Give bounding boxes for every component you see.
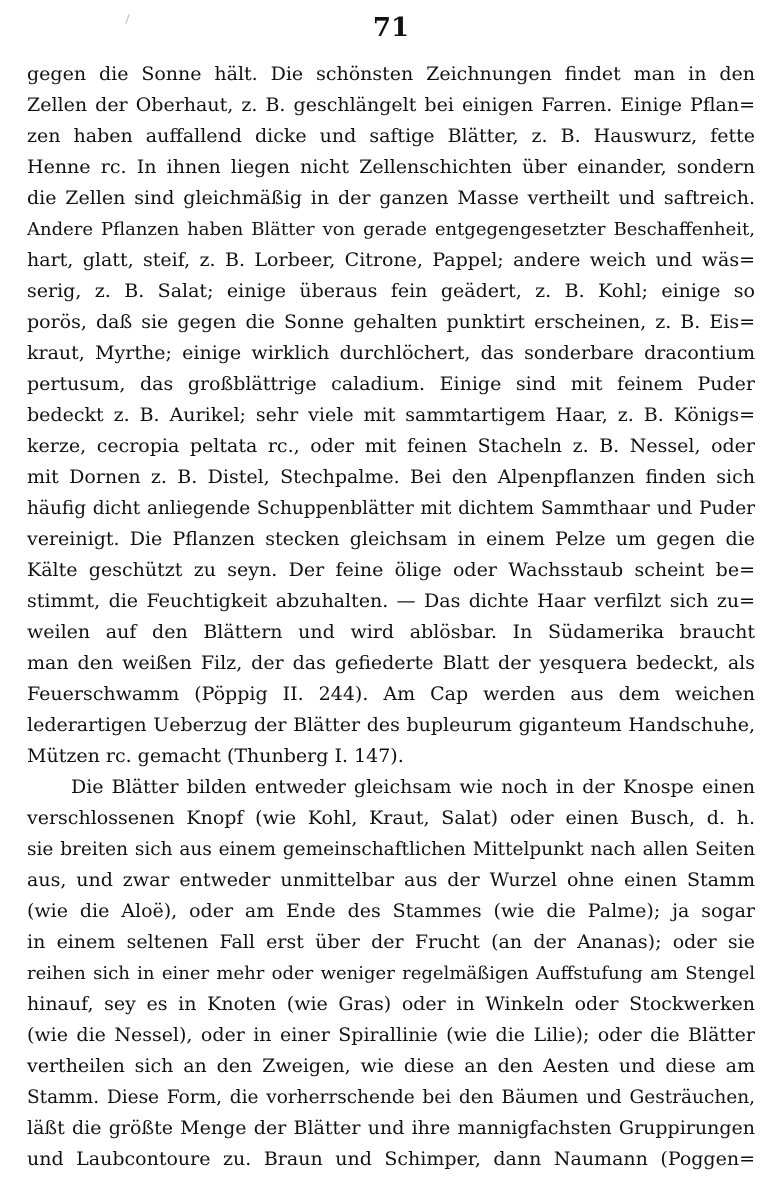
text-line: stimmt, die Feuchtigkeit abzuhalten. — Das dichte Haar verfilzt sich zu=	[27, 590, 755, 612]
text-line: in einem seltenen Fall erst über der Frucht (an der Ananas); oder sie	[27, 931, 755, 953]
body-text	[27, 59, 755, 1175]
text-line: Henne rc. In ihnen liegen nicht Zellenschichten über einander, sondern	[27, 156, 755, 178]
text-line: Zellen der Oberhaut, z. B. geschlängelt bei einigen Farren. Einige Pflan=	[27, 94, 755, 116]
text-line: läßt die größte Menge der Blätter und ihre mannigfachsten Gruppirungen	[27, 1117, 755, 1139]
text-line: Stamm. Diese Form, die vorherrschende bei den Bäumen und Gesträuchen,	[27, 1087, 755, 1108]
text-line: vereinigt. Die Pflanzen stecken gleichsam in einem Pelze um gegen die	[27, 528, 755, 550]
text-line: kerze, cecropia peltata rc., oder mit feinen Stacheln z. B. Nessel, oder	[27, 435, 755, 457]
text-line: Kälte geschützt zu seyn. Der feine ölige oder Wachsstaub scheint be=	[27, 559, 755, 581]
text-line: sie breiten sich aus einem gemeinschaftlichen Mittelpunkt nach allen Seiten	[27, 839, 755, 860]
text-line: bedeckt z. B. Aurikel; sehr viele mit sammtartigem Haar, z. B. Königs=	[27, 404, 755, 426]
text-line: weilen auf den Blättern und wird ablösbar. In Südamerika braucht	[27, 621, 755, 643]
text-line: (wie die Aloë), oder am Ende des Stammes (wie die Palme); ja sogar	[27, 900, 755, 922]
text-line: Feuerschwamm (Pöppig II. 244). Am Cap werden aus dem weichen	[27, 683, 755, 705]
text-line: (wie die Nessel), oder in einer Spirallinie (wie die Lilie); oder die Blätter	[27, 1024, 755, 1046]
text-line: kraut, Myrthe; einige wirklich durchlöchert, das sonderbare dracontium	[27, 342, 755, 364]
text-line: verschlossenen Knopf (wie Kohl, Kraut, Salat) oder einen Busch, d. h.	[27, 807, 755, 829]
text-line: Andere Pflanzen haben Blätter von gerade entgegengesetzter Beschaffenheit,	[27, 219, 755, 240]
text-line: man den weißen Filz, der das gefiederte Blatt der yesquera bedeckt, als	[27, 652, 755, 674]
text-line: hart, glatt, steif, z. B. Lorbeer, Citrone, Pappel; andere weich und wäs=	[27, 249, 755, 271]
text-line: zen haben auffallend dicke und saftige Blätter, z. B. Hauswurz, fette	[27, 125, 755, 147]
text-line: hinauf, sey es in Knoten (wie Gras) oder in Winkeln oder Stockwerken	[27, 993, 755, 1015]
text-line: gegen die Sonne hält. Die schönsten Zeichnungen findet man in den	[27, 63, 755, 85]
paragraph-end-line: Mützen rc. gemacht (Thunberg I. 147).	[27, 745, 404, 767]
text-line: und Laubcontoure zu. Braun und Schimper, dann Naumann (Poggen=	[27, 1148, 755, 1170]
text-line: serig, z. B. Salat; einige überaus fein geädert, z. B. Kohl; einige so	[27, 280, 755, 302]
text-line: häufig dicht anliegende Schuppenblätter mit dichtem Sammthaar und Puder	[27, 498, 755, 519]
text-line: porös, daß sie gegen die Sonne gehalten punktirt erscheinen, z. B. Eis=	[27, 311, 755, 333]
text-line: die Zellen sind gleichmäßig in der ganzen Masse vertheilt und saftreich.	[27, 187, 755, 209]
text-line: aus, und zwar entweder unmittelbar aus der Wurzel ohne einen Stamm	[27, 869, 755, 891]
text-line: pertusum, das großblättrige caladium. Einige sind mit feinem Puder	[27, 373, 755, 395]
paragraph-start-line: Die Blätter bilden entweder gleichsam wie noch in der Knospe einen	[71, 776, 755, 798]
text-line: vertheilen sich an den Zweigen, wie diese an den Aesten und diese am	[27, 1055, 755, 1077]
text-line: mit Dornen z. B. Distel, Stechpalme. Bei den Alpenpflanzen finden sich	[27, 466, 755, 488]
text-line: lederartigen Ueberzug der Blätter des bupleurum giganteum Handschuhe,	[27, 714, 755, 736]
page-number: 71	[372, 13, 410, 43]
text-line: reihen sich in einer mehr oder weniger regelmäßigen Auffstufung am Stengel	[27, 963, 755, 984]
